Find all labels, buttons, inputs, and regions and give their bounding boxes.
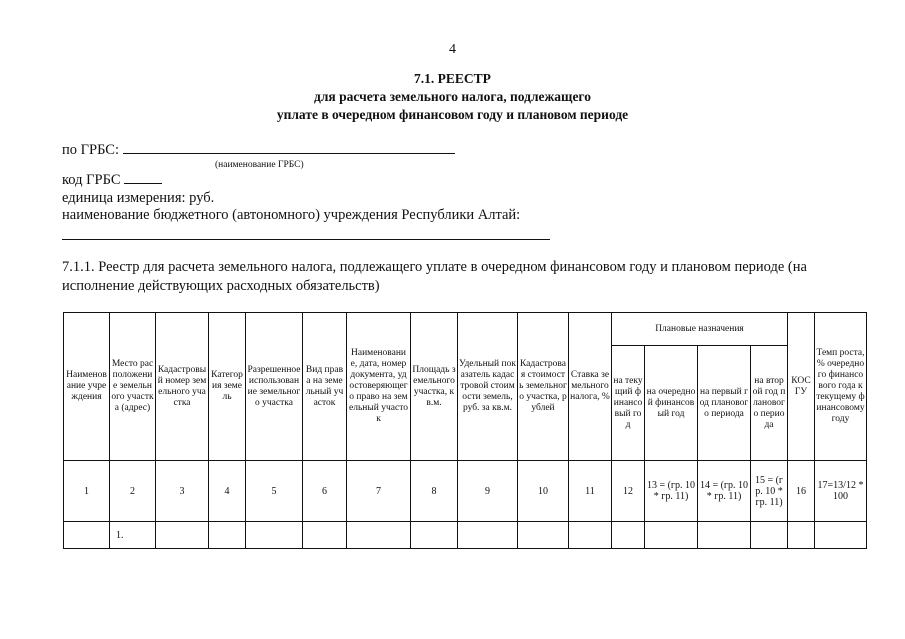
header-second-planning-year: на второй год планового периода (751, 346, 788, 461)
header-current-year: на текущий финансовый год (612, 346, 645, 461)
column-number: 9 (458, 461, 518, 522)
header-first-planning-year: на первый год планового периода (698, 346, 751, 461)
column-number: 16 (788, 461, 815, 522)
header-institution-name: Наименование учреждения (64, 313, 110, 461)
table-cell[interactable] (751, 522, 788, 549)
table-row (64, 522, 867, 549)
header-specific-cadastral-value: Удельный показатель кадастровой стоимости земель, руб. за кв.м. (458, 313, 518, 461)
column-number: 1 (64, 461, 110, 522)
title-line-3: уплате в очередном финансовом году и плановом периоде (276, 107, 629, 122)
row-number-label[interactable]: 1. (110, 522, 156, 549)
column-number: 8 (411, 461, 458, 522)
table-cell[interactable] (788, 522, 815, 549)
land-tax-registry-table (63, 312, 867, 549)
header-permitted-use: Разрешенное использование земельного участка (246, 313, 303, 461)
header-growth-rate: Темп роста, % очередного финансового года к текущему финансовому году (815, 313, 867, 461)
header-next-year: на очередной финансовый год (645, 346, 698, 461)
table-cell[interactable] (303, 522, 347, 549)
table-cell[interactable] (246, 522, 303, 549)
table-cell[interactable] (645, 522, 698, 549)
header-kosgu: КОСГУ (788, 313, 815, 461)
column-number: 2 (110, 461, 156, 522)
title-line-2: для расчета земельного налога, подлежащего (314, 89, 591, 104)
table-cell[interactable] (347, 522, 411, 549)
column-number: 7 (347, 461, 411, 522)
header-cadastral-number: Кадастровый номер земельного участка (156, 313, 209, 461)
grbs-caption: (наименование ГРБС) (215, 160, 304, 170)
table-cell[interactable] (458, 522, 518, 549)
header-land-location: Место расположение земельного участка (адрес) (110, 313, 156, 461)
column-formula: 17=13/12 *100 (815, 461, 867, 522)
header-land-area: Площадь земельного участка, кв.м. (411, 313, 458, 461)
grbs-label: по ГРБС: (62, 142, 120, 158)
table-cell[interactable] (156, 522, 209, 549)
column-number: 3 (156, 461, 209, 522)
grbs-name-field[interactable] (123, 152, 455, 154)
column-number: 5 (246, 461, 303, 522)
column-number: 12 (612, 461, 645, 522)
column-number: 10 (518, 461, 569, 522)
header-land-category: Категория земель (209, 313, 246, 461)
institution-label: наименование бюджетного (автономного) учреждения Республики Алтай: (62, 207, 521, 223)
grbs-code-field[interactable] (124, 182, 162, 184)
table-cell[interactable] (815, 522, 867, 549)
table-cell[interactable] (569, 522, 612, 549)
column-formula: 13 = (гр. 10 * гр. 11) (645, 461, 698, 522)
column-formula: 14 = (гр. 10 * гр. 11) (698, 461, 751, 522)
grbs-code-row (62, 172, 162, 189)
table-cell[interactable] (612, 522, 645, 549)
grbs-row (62, 142, 455, 159)
section-heading: 7.1.1. Реестр для расчета земельного налога, подлежащего уплате в очередном финансовом году и плановом периоде (на исполнение действующих расходных обязательств) (62, 259, 807, 294)
title-line-1: 7.1. РЕЕСТР (414, 71, 491, 86)
header-tax-rate: Ставка земельного налога, % (569, 313, 612, 461)
table-cell[interactable] (411, 522, 458, 549)
column-number: 11 (569, 461, 612, 522)
header-cadastral-value: Кадастровая стоимость земельного участка, рублей (518, 313, 569, 461)
header-title-document: Наименование, дата, номер документа, удостоверяющего право на земельный участок (347, 313, 411, 461)
institution-name-field[interactable] (62, 239, 550, 240)
document-title (0, 70, 905, 124)
grbs-code-label: код ГРБС (62, 172, 121, 188)
column-formula: 15 = (гр. 10 * гр. 11) (751, 461, 788, 522)
table-cell[interactable] (518, 522, 569, 549)
header-planned-assignments: Плановые назначения (612, 313, 788, 346)
table-cell[interactable] (64, 522, 110, 549)
unit-label: единица измерения: руб. (62, 190, 215, 206)
page-number: 4 (449, 42, 456, 57)
header-right-type: Вид права на земельный участок (303, 313, 347, 461)
column-number: 6 (303, 461, 347, 522)
column-number: 4 (209, 461, 246, 522)
table-cell[interactable] (698, 522, 751, 549)
table-cell[interactable] (209, 522, 246, 549)
